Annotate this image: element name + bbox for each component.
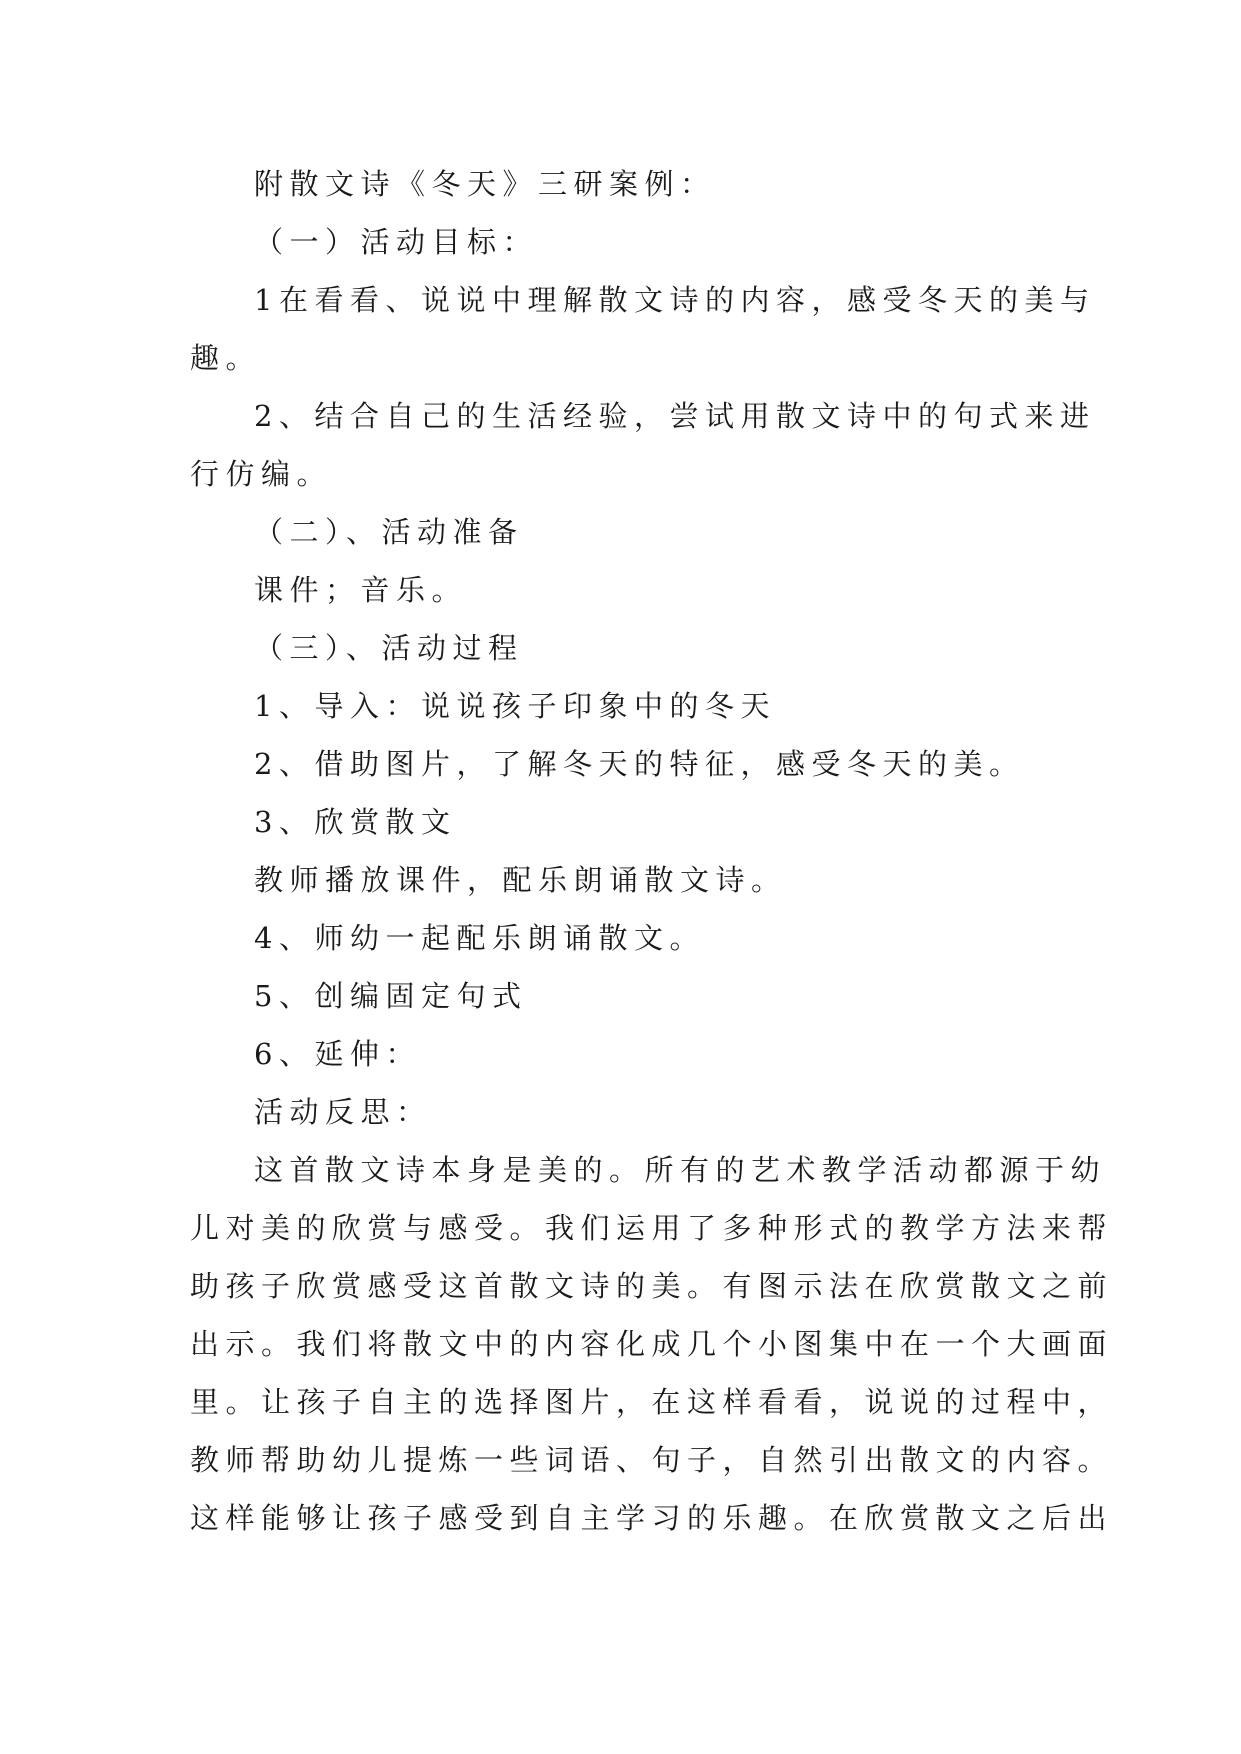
process-step-3-detail: 教师播放课件，配乐朗诵散文诗。 — [254, 863, 787, 897]
goal-2-line-2: 行仿编。 — [190, 457, 333, 491]
section-heading-process: （三）、活动过程 — [254, 631, 524, 665]
process-step-4: 4、师幼一起配乐朗诵散文。 — [254, 921, 705, 955]
process-step-2: 2、借助图片，了解冬天的特征，感受冬天的美。 — [254, 747, 1025, 781]
reflection-line-1: 这首散文诗本身是美的。所有的艺术教学活动都源于幼 — [254, 1153, 1107, 1187]
section-heading-preparation: （二）、活动准备 — [254, 515, 524, 549]
section-heading-reflection: 活动反思： — [254, 1095, 432, 1129]
reflection-line-5: 里。让孩子自主的选择图片，在这样看看，说说的过程中， — [190, 1385, 1114, 1419]
document-body — [190, 155, 1114, 1547]
section-heading-goals: （一）活动目标： — [254, 225, 539, 259]
goal-1-line-2: 趣。 — [190, 341, 262, 375]
reflection-line-4: 出示。我们将散文中的内容化成几个小图集中在一个大画面 — [190, 1327, 1114, 1361]
goal-2-line-1: 2、结合自己的生活经验，尝试用散文诗中的句式来进 — [254, 399, 1096, 433]
reflection-line-6: 教师帮助幼儿提炼一些词语、句子，自然引出散文的内容。 — [190, 1443, 1114, 1477]
reflection-line-2: 儿对美的欣赏与感受。我们运用了多种形式的教学方法来帮 — [190, 1211, 1114, 1245]
process-step-6: 6、延伸： — [254, 1037, 421, 1071]
process-step-5: 5、创编固定句式 — [254, 979, 528, 1013]
heading-case: 附散文诗《冬天》三研案例： — [254, 167, 716, 201]
process-step-1: 1、导入：说说孩子印象中的冬天 — [254, 689, 776, 723]
preparation-text: 课件；音乐。 — [254, 573, 468, 607]
goal-1-line-1: 1在看看、说说中理解散文诗的内容，感受冬天的美与 — [254, 283, 1096, 317]
process-step-3: 3、欣赏散文 — [254, 805, 457, 839]
reflection-line-3: 助孩子欣赏感受这首散文诗的美。有图示法在欣赏散文之前 — [190, 1269, 1114, 1303]
reflection-line-7: 这样能够让孩子感受到自主学习的乐趣。在欣赏散文之后出 — [190, 1501, 1114, 1535]
